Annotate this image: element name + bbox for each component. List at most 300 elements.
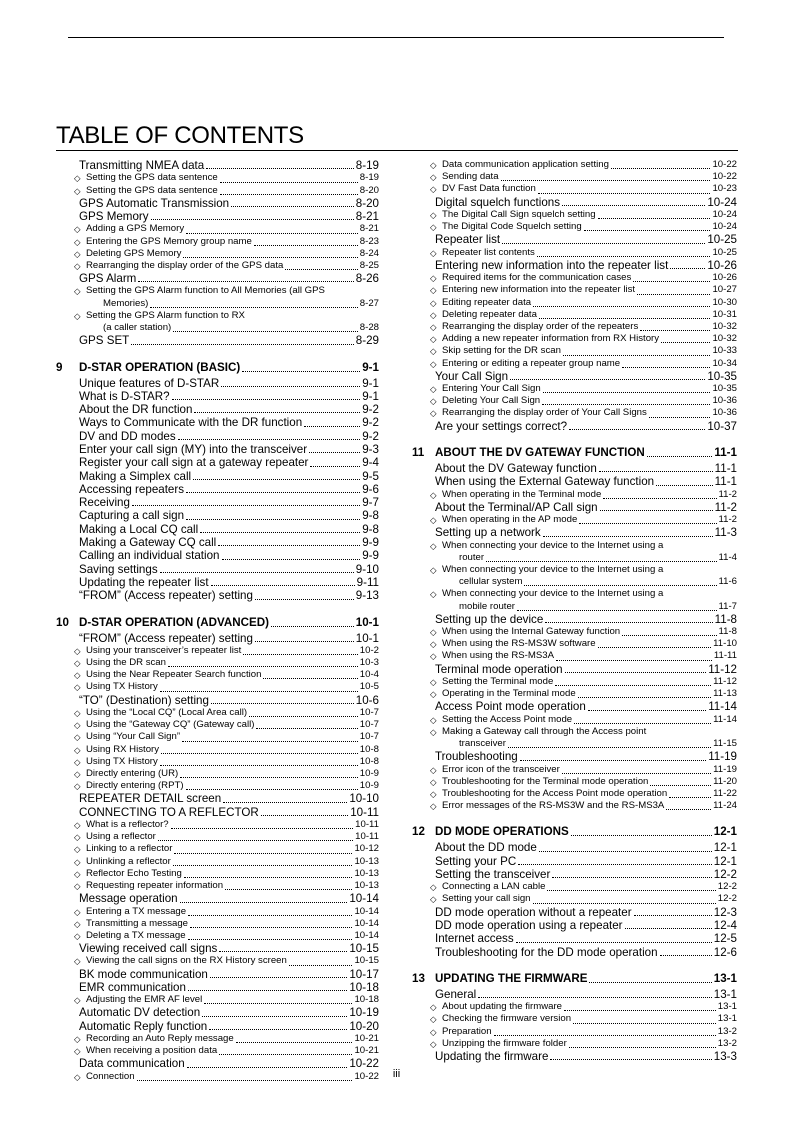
- entry-page-number: 11-19: [708, 750, 737, 764]
- entry-title: “FROM” (Access repeater) setting: [79, 589, 253, 603]
- dot-leader: [547, 890, 715, 891]
- toc-subsection-entry[interactable]: [412, 540, 737, 552]
- dot-leader: [184, 877, 353, 878]
- entry-title: Transmitting NMEA data: [79, 159, 205, 172]
- dot-leader: [186, 233, 358, 234]
- toc-subsection-entry[interactable]: [56, 744, 379, 756]
- entry-title: Required items for the communication cases: [442, 272, 632, 284]
- dot-leader: [180, 777, 358, 778]
- entry-title: Using the “Local CQ” (Local Area call): [86, 706, 248, 718]
- diamond-bullet-icon: ◇: [74, 658, 81, 669]
- dot-leader: [640, 330, 710, 331]
- dot-leader: [160, 765, 358, 766]
- dot-leader: [517, 610, 717, 611]
- dot-leader: [543, 536, 713, 537]
- diamond-bullet-icon: ◇: [430, 396, 437, 407]
- toc-subsection-entry[interactable]: [56, 669, 379, 681]
- toc-section-entry[interactable]: [56, 968, 379, 981]
- toc-subsection-entry[interactable]: [412, 638, 737, 650]
- dot-leader: [502, 243, 705, 244]
- entry-page-number: 10-24: [712, 221, 737, 233]
- toc-subsection-continuation[interactable]: [412, 738, 737, 750]
- entry-title: Using TX History: [86, 681, 158, 693]
- entry-page-number: 10-12: [354, 843, 379, 855]
- dot-leader: [173, 331, 358, 332]
- dot-leader: [219, 1054, 352, 1055]
- toc-section-entry[interactable]: [56, 549, 379, 562]
- dot-leader: [542, 404, 710, 405]
- toc-section-entry[interactable]: [412, 613, 737, 626]
- toc-section-entry[interactable]: [56, 981, 379, 994]
- dot-leader: [598, 647, 712, 648]
- entry-page-number: 8-21: [355, 210, 379, 223]
- entry-title: Deleting repeater data: [442, 308, 537, 320]
- toc-section-entry[interactable]: [56, 806, 379, 819]
- toc-subsection-entry[interactable]: [412, 1038, 737, 1050]
- toc-subsection-entry[interactable]: [412, 272, 737, 284]
- toc-section-entry[interactable]: [412, 750, 737, 763]
- entry-page-number: 12-3: [713, 905, 737, 919]
- dot-leader: [588, 710, 706, 711]
- toc-subsection-entry[interactable]: [56, 856, 379, 868]
- toc-subsection-entry[interactable]: [56, 918, 379, 930]
- toc-subsection-entry[interactable]: [412, 383, 737, 395]
- toc-subsection-entry[interactable]: [56, 645, 379, 657]
- dot-leader: [571, 835, 712, 836]
- entry-title: Transmitting a message: [86, 917, 189, 929]
- toc-subsection-entry[interactable]: [56, 780, 379, 792]
- toc-section-entry[interactable]: [412, 700, 737, 713]
- entry-title: Rearranging the display order of Your Call Signs: [442, 407, 647, 419]
- entry-page-number: 10-27: [712, 284, 737, 296]
- toc-subsection-entry[interactable]: [56, 1045, 379, 1057]
- toc-section-entry[interactable]: [412, 946, 737, 959]
- entry-page-number: 10-13: [354, 855, 379, 867]
- dot-leader: [188, 939, 353, 940]
- toc-subsection-entry[interactable]: [412, 800, 737, 812]
- toc-section-entry[interactable]: [56, 443, 379, 456]
- dot-leader: [539, 318, 711, 319]
- entry-title: Terminal mode operation: [435, 662, 563, 676]
- dot-leader: [573, 1023, 716, 1024]
- dot-leader: [501, 180, 711, 181]
- toc-subsection-entry[interactable]: [412, 893, 737, 905]
- entry-page-number: 10-35: [712, 383, 737, 395]
- toc-subsection-entry[interactable]: [412, 881, 737, 893]
- toc-section-entry[interactable]: [412, 462, 737, 475]
- dot-leader: [178, 439, 361, 440]
- diamond-bullet-icon: ◇: [430, 209, 437, 220]
- toc-subsection-entry[interactable]: [412, 626, 737, 638]
- diamond-bullet-icon: ◇: [430, 540, 437, 551]
- toc-subsection-entry[interactable]: [56, 756, 379, 768]
- entry-page-number: 10-1: [355, 631, 379, 645]
- entry-page-number: 11-19: [713, 763, 737, 775]
- entry-page-number: 9-10: [355, 562, 379, 576]
- toc-subsection-entry[interactable]: [412, 221, 737, 233]
- entry-title: Rearranging the display order of the repeaters: [442, 320, 639, 332]
- dot-leader: [598, 218, 711, 219]
- entry-page-number: 10-6: [355, 693, 379, 707]
- diamond-bullet-icon: ◇: [430, 1014, 437, 1025]
- toc-section-entry[interactable]: [412, 259, 737, 272]
- toc-section-entry[interactable]: [56, 416, 379, 429]
- entry-title: Entering new information into the repeater list: [442, 284, 636, 296]
- entry-title: Connection: [86, 1070, 135, 1082]
- entry-title: Using your transceiver’s repeater list: [86, 644, 242, 656]
- toc-subsection-entry[interactable]: [412, 209, 737, 221]
- toc-subsection-entry[interactable]: [412, 171, 737, 183]
- dot-leader: [310, 466, 360, 467]
- entry-page-number: 11-3: [714, 526, 737, 540]
- toc-subsection-entry[interactable]: [412, 514, 737, 526]
- toc-section-entry[interactable]: [56, 632, 379, 645]
- toc-subsection-entry[interactable]: [412, 183, 737, 195]
- entry-title: Receiving: [79, 496, 130, 510]
- diamond-bullet-icon: ◇: [74, 707, 81, 718]
- toc-subsection-entry[interactable]: [56, 172, 379, 184]
- toc-subsection-entry[interactable]: [56, 707, 379, 719]
- toc-subsection-entry[interactable]: [412, 395, 737, 407]
- toc-subsection-entry[interactable]: [56, 681, 379, 693]
- toc-section-entry[interactable]: [56, 942, 379, 955]
- entry-title: Accessing repeaters: [79, 482, 185, 496]
- entry-title: Updating the firmware: [435, 1049, 549, 1063]
- diamond-bullet-icon: ◇: [74, 670, 81, 681]
- toc-section-entry[interactable]: [56, 576, 379, 589]
- dot-leader: [160, 572, 354, 573]
- entry-title: Recording an Auto Reply message: [86, 1033, 234, 1044]
- entry-page-number: 10-22: [354, 1070, 379, 1082]
- toc-section-entry[interactable]: [56, 470, 379, 483]
- toc-section-entry[interactable]: [412, 1050, 737, 1063]
- toc-subsection-continuation[interactable]: [56, 298, 379, 310]
- toc-section-entry[interactable]: [56, 589, 379, 602]
- toc-section-entry[interactable]: [412, 855, 737, 868]
- toc-subsection-entry[interactable]: [56, 868, 379, 880]
- toc-subsection-entry[interactable]: [412, 688, 737, 700]
- chapter-number: 10: [56, 615, 69, 629]
- entry-page-number: 8-19: [355, 159, 379, 172]
- entry-title: cellular system: [459, 576, 523, 588]
- diamond-bullet-icon: ◇: [74, 868, 81, 879]
- toc-subsection-entry[interactable]: [412, 588, 737, 600]
- dot-leader: [599, 471, 713, 472]
- dot-leader: [579, 523, 716, 524]
- toc-subsection-entry[interactable]: [412, 714, 737, 726]
- diamond-bullet-icon: ◇: [74, 248, 81, 259]
- toc-subsection-continuation[interactable]: [412, 576, 737, 588]
- toc-section-entry[interactable]: [56, 430, 379, 443]
- diamond-bullet-icon: ◇: [430, 321, 437, 332]
- dot-leader: [603, 498, 716, 499]
- entry-title: Rearranging the display order of the GPS data: [86, 259, 284, 271]
- toc-subsection-entry[interactable]: [56, 285, 379, 297]
- toc-subsection-entry[interactable]: [412, 564, 737, 576]
- diamond-bullet-icon: ◇: [430, 764, 437, 775]
- toc-subsection-entry[interactable]: [412, 764, 737, 776]
- entry-page-number: 10-35: [707, 369, 737, 383]
- toc-subsection-entry[interactable]: [56, 236, 379, 248]
- toc-section-entry[interactable]: [56, 159, 379, 172]
- toc-section-entry[interactable]: [56, 792, 379, 805]
- toc-subsection-entry[interactable]: [56, 260, 379, 272]
- entry-title: When connecting your device to the Internet using a: [442, 539, 664, 551]
- toc-chapter-heading[interactable]: [412, 825, 737, 839]
- diamond-bullet-icon: ◇: [430, 1026, 437, 1037]
- toc-subsection-entry[interactable]: [56, 955, 379, 967]
- entry-title: DV and DD modes: [79, 429, 176, 443]
- entry-title: Deleting GPS Memory: [86, 247, 182, 259]
- dot-leader: [649, 417, 711, 418]
- toc-section-entry[interactable]: [412, 868, 737, 881]
- toc-subsection-entry[interactable]: [56, 880, 379, 892]
- entry-title: Viewing received call signs: [79, 942, 218, 956]
- toc-subsection-entry[interactable]: [412, 776, 737, 788]
- toc-subsection-entry[interactable]: [56, 1033, 379, 1045]
- dot-leader: [161, 753, 358, 754]
- entry-page-number: 10-22: [712, 159, 737, 170]
- toc-section-entry[interactable]: [56, 272, 379, 285]
- toc-subsection-entry[interactable]: [412, 676, 737, 688]
- entry-page-number: 10-14: [354, 905, 379, 917]
- diamond-bullet-icon: ◇: [74, 310, 81, 321]
- toc-section-entry[interactable]: [412, 663, 737, 676]
- toc-section-entry[interactable]: [56, 403, 379, 416]
- entry-page-number: 10-26: [712, 272, 737, 284]
- entry-page-number: 13-1: [713, 987, 737, 1001]
- entry-title: Viewing the call signs on the RX History screen: [86, 955, 287, 967]
- entry-page-number: 10-19: [349, 1006, 379, 1020]
- toc-section-entry[interactable]: [56, 1006, 379, 1019]
- dot-leader: [285, 269, 357, 270]
- entry-page-number: 9-5: [362, 469, 379, 483]
- diamond-bullet-icon: ◇: [74, 832, 81, 843]
- entry-title: Troubleshooting: [435, 750, 518, 764]
- entry-title: Automatic Reply function: [79, 1019, 208, 1033]
- entry-title: Data communication application setting: [442, 159, 609, 170]
- toc-subsection-entry[interactable]: [56, 930, 379, 942]
- toc-subsection-entry[interactable]: [412, 345, 737, 357]
- page-title: TABLE OF CONTENTS: [56, 122, 304, 149]
- entry-title: ABOUT THE DV GATEWAY FUNCTION: [435, 445, 645, 459]
- toc-section-entry[interactable]: [412, 841, 737, 854]
- entry-page-number: 9-2: [362, 403, 379, 417]
- toc-section-entry[interactable]: [56, 210, 379, 223]
- dot-leader: [565, 672, 707, 673]
- entry-title: Unzipping the firmware folder: [442, 1037, 567, 1049]
- toc-subsection-entry[interactable]: [412, 1013, 737, 1025]
- diamond-bullet-icon: ◇: [430, 776, 437, 787]
- toc-subsection-entry[interactable]: [412, 489, 737, 501]
- toc-section-entry[interactable]: [412, 919, 737, 932]
- entry-title: EMR communication: [79, 980, 186, 994]
- toc-subsection-entry[interactable]: [56, 310, 379, 322]
- entry-page-number: 8-29: [355, 334, 379, 348]
- dot-leader: [539, 851, 712, 852]
- entry-page-number: 11-15: [713, 738, 737, 750]
- toc-subsection-entry[interactable]: [56, 819, 379, 831]
- toc-subsection-continuation[interactable]: [412, 552, 737, 564]
- entry-page-number: 10-7: [359, 731, 379, 743]
- entry-page-number: 9-1: [362, 360, 379, 374]
- diamond-bullet-icon: ◇: [430, 1038, 437, 1049]
- toc-subsection-entry[interactable]: [56, 731, 379, 743]
- toc-section-entry[interactable]: [56, 694, 379, 707]
- dot-leader: [562, 205, 705, 206]
- dot-leader: [611, 168, 711, 169]
- diamond-bullet-icon: ◇: [430, 882, 437, 893]
- entry-title: Data communication: [79, 1057, 185, 1071]
- entry-page-number: 11-13: [713, 688, 737, 700]
- entry-page-number: 9-1: [362, 376, 379, 390]
- dot-leader: [304, 426, 360, 427]
- toc-subsection-entry[interactable]: [412, 358, 737, 370]
- toc-subsection-entry[interactable]: [56, 831, 379, 843]
- toc-section-entry[interactable]: [56, 390, 379, 403]
- toc-subsection-entry[interactable]: [412, 159, 737, 171]
- entry-title: Operating in the Terminal mode: [442, 688, 576, 700]
- toc-subsection-entry[interactable]: [412, 333, 737, 345]
- dot-leader: [168, 666, 358, 667]
- toc-section-entry[interactable]: [56, 496, 379, 509]
- toc-chapter-heading[interactable]: [412, 446, 737, 460]
- entry-page-number: 11-14: [713, 713, 737, 725]
- toc-section-entry[interactable]: [56, 563, 379, 576]
- diamond-bullet-icon: ◇: [430, 1002, 437, 1013]
- toc-section-entry[interactable]: [412, 420, 737, 433]
- toc-subsection-entry[interactable]: [56, 223, 379, 235]
- diamond-bullet-icon: ◇: [74, 173, 81, 184]
- toc-section-entry[interactable]: [412, 370, 737, 383]
- entry-page-number: 10-7: [359, 719, 379, 731]
- toc-section-entry[interactable]: [56, 892, 379, 905]
- entry-page-number: 8-27: [359, 297, 379, 309]
- entry-title: Entering the GPS Memory group name: [86, 235, 252, 247]
- entry-title: The Digital Code Squelch setting: [442, 221, 582, 233]
- toc-chapter-heading[interactable]: [56, 616, 379, 630]
- dot-leader: [533, 306, 710, 307]
- toc-section-entry[interactable]: [56, 536, 379, 549]
- toc-subsection-entry[interactable]: [56, 843, 379, 855]
- diamond-bullet-icon: ◇: [430, 384, 437, 395]
- dot-leader: [556, 660, 712, 661]
- entry-title: GPS Alarm: [79, 272, 137, 286]
- toc-subsection-entry[interactable]: [56, 185, 379, 197]
- dot-leader: [183, 257, 357, 258]
- entry-page-number: 9-7: [362, 496, 379, 510]
- dot-leader: [555, 685, 711, 686]
- toc-chapter-heading[interactable]: [56, 361, 379, 375]
- diamond-bullet-icon: ◇: [74, 844, 81, 855]
- entry-title: Editing repeater data: [442, 296, 532, 308]
- dot-leader: [494, 1035, 716, 1036]
- toc-section-entry[interactable]: [56, 197, 379, 210]
- toc-section-entry[interactable]: [412, 196, 737, 209]
- toc-subsection-entry[interactable]: [56, 768, 379, 780]
- toc-subsection-entry[interactable]: [56, 657, 379, 669]
- toc-subsection-entry[interactable]: [56, 248, 379, 260]
- dot-leader: [660, 955, 712, 956]
- page-number: iii: [392, 1068, 401, 1080]
- diamond-bullet-icon: ◇: [74, 224, 81, 235]
- toc-section-entry[interactable]: [56, 523, 379, 536]
- toc-subsection-entry[interactable]: [412, 726, 737, 738]
- toc-subsection-entry[interactable]: [412, 650, 737, 662]
- entry-page-number: 10-22: [349, 1057, 379, 1071]
- entry-page-number: 12-2: [717, 881, 737, 893]
- toc-subsection-continuation[interactable]: [56, 322, 379, 334]
- toc-subsection-entry[interactable]: [412, 247, 737, 259]
- toc-section-entry[interactable]: [56, 483, 379, 496]
- entry-title: DD mode operation without a repeater: [435, 905, 632, 919]
- dot-leader: [661, 342, 710, 343]
- toc-section-entry[interactable]: [56, 334, 379, 347]
- entry-title: Setting the GPS Alarm function to All Memories (all GPS: [86, 285, 325, 297]
- toc-subsection-entry[interactable]: [412, 788, 737, 800]
- toc-section-entry[interactable]: [56, 1020, 379, 1033]
- toc-subsection-entry[interactable]: [412, 1026, 737, 1038]
- entry-page-number: 9-2: [362, 429, 379, 443]
- toc-section-entry[interactable]: [412, 932, 737, 945]
- entry-page-number: 10-22: [712, 171, 737, 183]
- dot-leader: [520, 760, 706, 761]
- toc-subsection-entry[interactable]: [56, 994, 379, 1006]
- toc-section-entry[interactable]: [56, 377, 379, 390]
- diamond-bullet-icon: ◇: [430, 676, 437, 687]
- entry-title: Directly entering (RPT): [86, 780, 184, 792]
- toc-subsection-entry[interactable]: [56, 906, 379, 918]
- toc-section-entry[interactable]: [412, 906, 737, 919]
- toc-section-entry[interactable]: [56, 456, 379, 469]
- dot-leader: [209, 1029, 347, 1030]
- diamond-bullet-icon: ◇: [74, 682, 81, 693]
- toc-subsection-entry[interactable]: [56, 719, 379, 731]
- toc-subsection-continuation[interactable]: [412, 601, 737, 613]
- toc-subsection-entry[interactable]: [412, 297, 737, 309]
- toc-section-entry[interactable]: [56, 509, 379, 522]
- entry-page-number: 11-24: [713, 800, 737, 812]
- dot-leader: [190, 927, 352, 928]
- toc-section-entry[interactable]: [412, 526, 737, 539]
- toc-section-entry[interactable]: [412, 233, 737, 246]
- dot-leader: [255, 599, 354, 600]
- entry-title: D-STAR OPERATION (ADVANCED): [79, 615, 269, 629]
- entry-page-number: 12-2: [717, 893, 737, 905]
- toc-section-entry[interactable]: [412, 475, 737, 488]
- toc-subsection-entry[interactable]: [412, 321, 737, 333]
- toc-subsection-entry[interactable]: [412, 407, 737, 419]
- toc-subsection-entry[interactable]: [412, 284, 737, 296]
- diamond-bullet-icon: ◇: [430, 639, 437, 650]
- entry-title: Preparation: [442, 1025, 492, 1037]
- entry-title: About the DR function: [79, 403, 193, 417]
- entry-page-number: 10-36: [712, 407, 737, 419]
- dot-leader: [132, 505, 360, 506]
- toc-subsection-entry[interactable]: [412, 309, 737, 321]
- dot-leader: [186, 492, 360, 493]
- diamond-bullet-icon: ◇: [430, 172, 437, 183]
- entry-page-number: 10-32: [712, 320, 737, 332]
- entry-page-number: 13-1: [717, 1013, 737, 1025]
- toc-chapter-heading[interactable]: [412, 972, 737, 986]
- toc-section-entry[interactable]: [412, 988, 737, 1001]
- toc-subsection-entry[interactable]: [412, 1001, 737, 1013]
- entry-title: About the Terminal/AP Call sign: [435, 500, 598, 514]
- toc-section-entry[interactable]: [412, 501, 737, 514]
- chapter-number: 9: [56, 360, 63, 374]
- dot-leader: [131, 344, 354, 345]
